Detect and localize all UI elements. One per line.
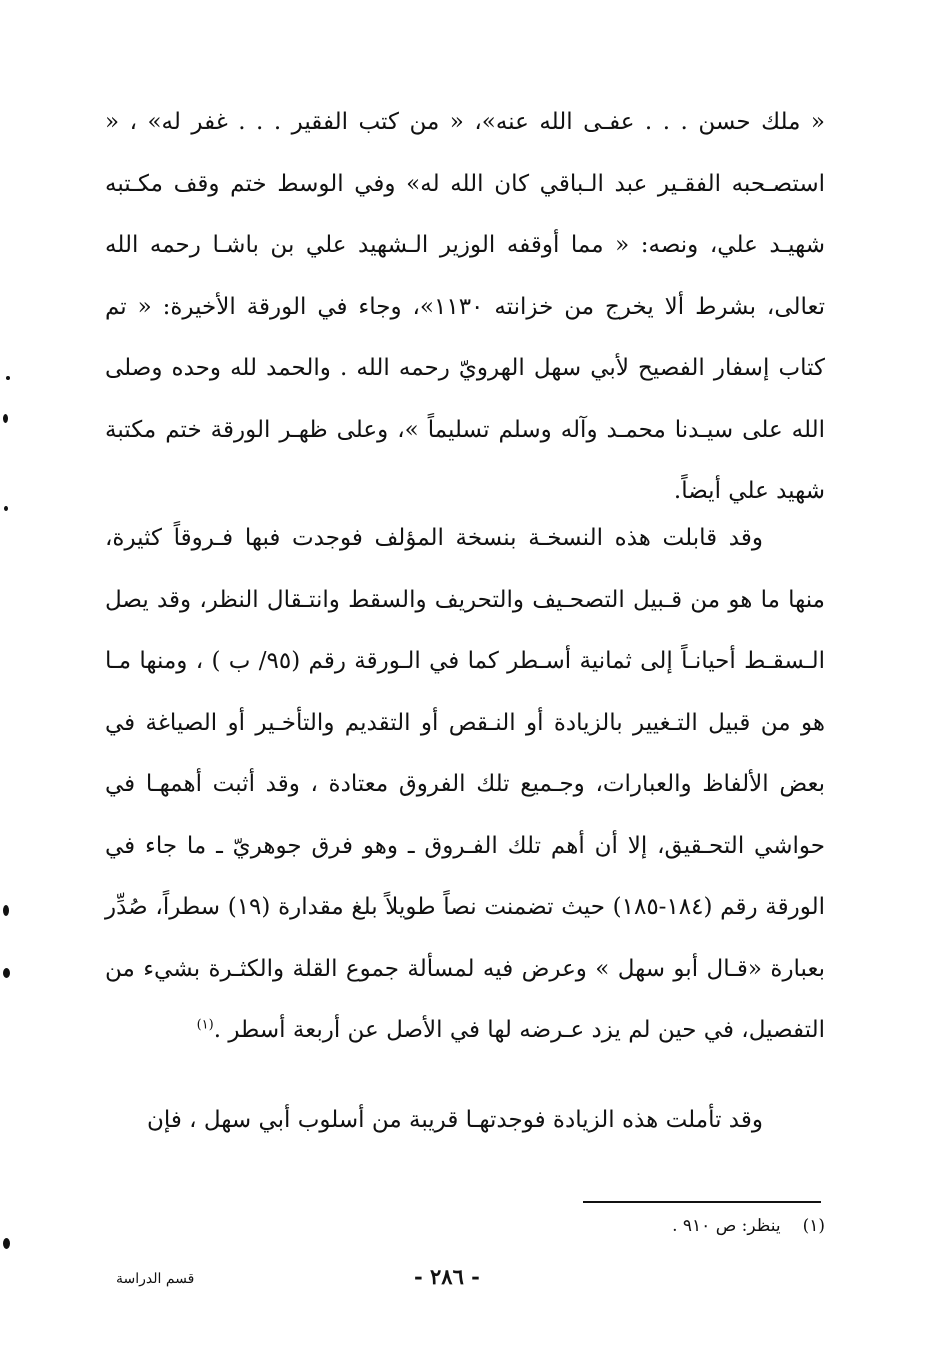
scan-speck	[3, 968, 10, 978]
page-number: - ٢٨٦ -	[414, 1264, 480, 1289]
scan-speck	[6, 376, 10, 380]
footnote-number: (١)	[802, 1216, 825, 1236]
paragraph-addition-analysis	[105, 1090, 825, 1152]
footnote-reference[interactable]: (١)	[196, 1017, 214, 1033]
paragraph-text: « ملك حسن . . . عفـى الله عنه»، « من كتب الفقير . . . غفر له» ، « استصـحبه الفقـير عبد الـباقي كان الله له» وفي الوسط ختم وقف مكـتبه شهيـد علي، ونصه: « مما أوقفه الوزير الـشهيد علي بن باشـا رحمه الله تعالى، بشرط ألا يخرج من خزانته ١١٣٠»، وجاء في الورقة الأخيرة: « تم كتاب إسفار الفصيح لأبي سهل الهرويّ رحمه الله . والحمد لله وحده وصلى الله على سيـدنا محمـد وآله وسلم تسليماً »، وعلى ظهـر الورقة ختم مكتبة شهيد علي أيضاً.	[105, 109, 825, 504]
paragraph-text: وقد قابلت هذه النسخـة بنسخة المؤلف فوجدت فبها فـروقاً كثيرة، منها ما هو من قـبيل التصحـيف والتحريف والسقط وانتـقال النظر، وقد يصل الـسقـط أحيانـاً إلى ثمانية أسـطر كما في الـورقة رقم (٩٥/ ب ) ، ومنها مـا هو من قبيل التـغيير بالزيادة أو النـقص أو التقديم والتأخـير أو الصياغة في بعض الألفاظ والعبارات، وجـميع تلك الفروق معتادة ، وقد أثبت أهمهـا في حواشي التحـقيق، إلا أن أهم تلك الفـروق ـ وهو فرق جوهريّ ـ ما جاء في الورقة رقم (١٨٤-١٨٥) حيث تضمنت نصاً طويلاً بلغ مقدارة (١٩) سطراً، صُدِّر بعبارة «قـال أبو سهل » وعرض فيه لمسألة جموع القلة والكثـرة بشيء من التفصيل، في حين لم يزد عـرضه لها في الأصل عن أربعة أسطر .	[105, 525, 825, 1043]
footnote	[672, 1216, 825, 1236]
scan-speck	[3, 1238, 10, 1249]
scan-speck	[3, 414, 8, 423]
paragraph-text: وقد تأملت هذه الزيادة فوجدتهـا قريبة من أسلوب أبي سهل ، فإن	[146, 1107, 763, 1133]
scan-speck	[3, 905, 9, 916]
paragraph-manuscript-description	[105, 92, 825, 523]
paragraph-collation	[105, 508, 825, 1062]
running-footer-section: قسم الدراسة	[116, 1271, 195, 1287]
footnote-text: ينظر: ص ٩١٠ .	[672, 1216, 781, 1236]
footnote-separator	[583, 1201, 821, 1203]
scan-speck	[4, 506, 8, 511]
